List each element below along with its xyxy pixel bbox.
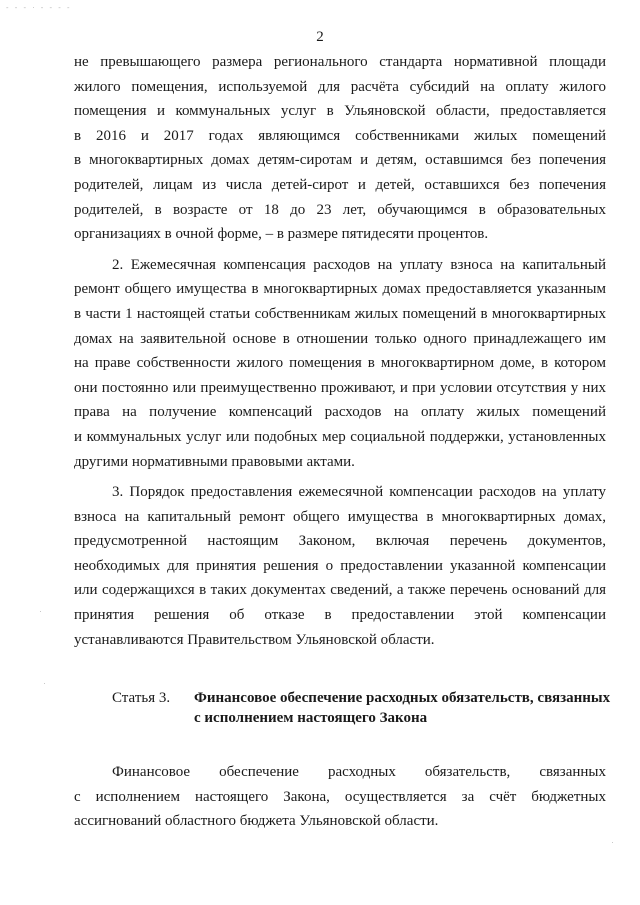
scan-artifact: - - - · - - - - bbox=[6, 4, 72, 12]
text-line: помещения и коммунальных услуг в Ульяновской области, предоставляется bbox=[74, 103, 606, 120]
document-body bbox=[74, 50, 606, 652]
paragraph-1 bbox=[74, 50, 606, 247]
scan-speck bbox=[40, 611, 41, 612]
article-title-line: Финансовое обеспечение расходных обязательств, связанных bbox=[194, 690, 611, 706]
text-line: взноса на капитальный ремонт общего имущества в многоквартирных домах, bbox=[74, 508, 606, 525]
text-line: родителей, лицам из числа детей-сирот и детей, оставшихся без попечения bbox=[74, 176, 606, 193]
text-line: на праве собственности жилого помещения в многоквартирном доме, в котором bbox=[74, 355, 606, 372]
text-line: принятия решения об отказе в предоставлении этой компенсации bbox=[74, 607, 606, 624]
text-line: родителей, в возрасте от 18 до 23 лет, обучающимся в образовательных bbox=[74, 201, 606, 218]
article-title bbox=[194, 688, 610, 728]
paragraph-2 bbox=[74, 253, 606, 474]
article-title-line: с исполнением настоящего Закона bbox=[194, 710, 428, 726]
text-line: с исполнением настоящего Закона, осуществляется за счёт бюджетных bbox=[74, 788, 606, 805]
scan-speck bbox=[612, 842, 613, 843]
text-line: ассигнований областного бюджета Ульяновской области. bbox=[74, 813, 439, 830]
text-line: в 2016 и 2017 годах являющимся собственниками жилых помещений bbox=[74, 127, 606, 144]
text-line: они постоянно или преимущественно проживают, и при условии отсутствия у них bbox=[74, 379, 606, 396]
text-line: в части 1 настоящей статьи собственникам жилых помещений в многоквартирных bbox=[74, 305, 606, 322]
paragraph-3 bbox=[74, 480, 606, 652]
article-label: Статья 3. bbox=[112, 690, 171, 706]
page-number: 2 bbox=[316, 29, 324, 45]
text-line: не превышающего размера регионального стандарта нормативной площади bbox=[74, 54, 606, 70]
scan-speck bbox=[44, 683, 45, 684]
text-line: Финансовое обеспечение расходных обязательств, связанных bbox=[112, 764, 606, 780]
text-line: 3. Порядок предоставления ежемесячной компенсации расходов на уплату bbox=[112, 484, 606, 501]
text-line: и коммунальных услуг или подобных мер социальной поддержки, установленных bbox=[74, 428, 606, 445]
text-line: устанавливаются Правительством Ульяновской области. bbox=[74, 631, 435, 648]
text-line: организациях в очной форме, – в размере пятидесяти процентов. bbox=[74, 226, 489, 243]
text-line: в многоквартирных домах детям-сиротам и детям, оставшимся без попечения bbox=[74, 152, 606, 169]
text-line: жилого помещения, используемой для расчёта субсидий на оплату жилого bbox=[74, 78, 606, 95]
text-line: ремонт общего имущества в многоквартирных домах предоставляется указанным bbox=[74, 281, 606, 298]
text-line: или содержащихся в таких документах сведений, а также перечень оснований для bbox=[74, 582, 606, 599]
text-line: 2. Ежемесячная компенсация расходов на уплату взноса на капитальный bbox=[112, 256, 606, 273]
text-line: другими нормативными правовыми актами. bbox=[74, 453, 355, 470]
text-line: предусмотренной настоящим Законом, включая перечень документов, bbox=[74, 533, 606, 550]
text-line: права на получение компенсаций расходов на оплату жилых помещений bbox=[74, 404, 606, 421]
paragraph-4 bbox=[74, 760, 606, 834]
text-line: домах на заявительной основе в отношении только одного принадлежащего им bbox=[74, 330, 606, 347]
text-line: необходимых для принятия решения о предоставлении указанной компенсации bbox=[74, 557, 606, 574]
